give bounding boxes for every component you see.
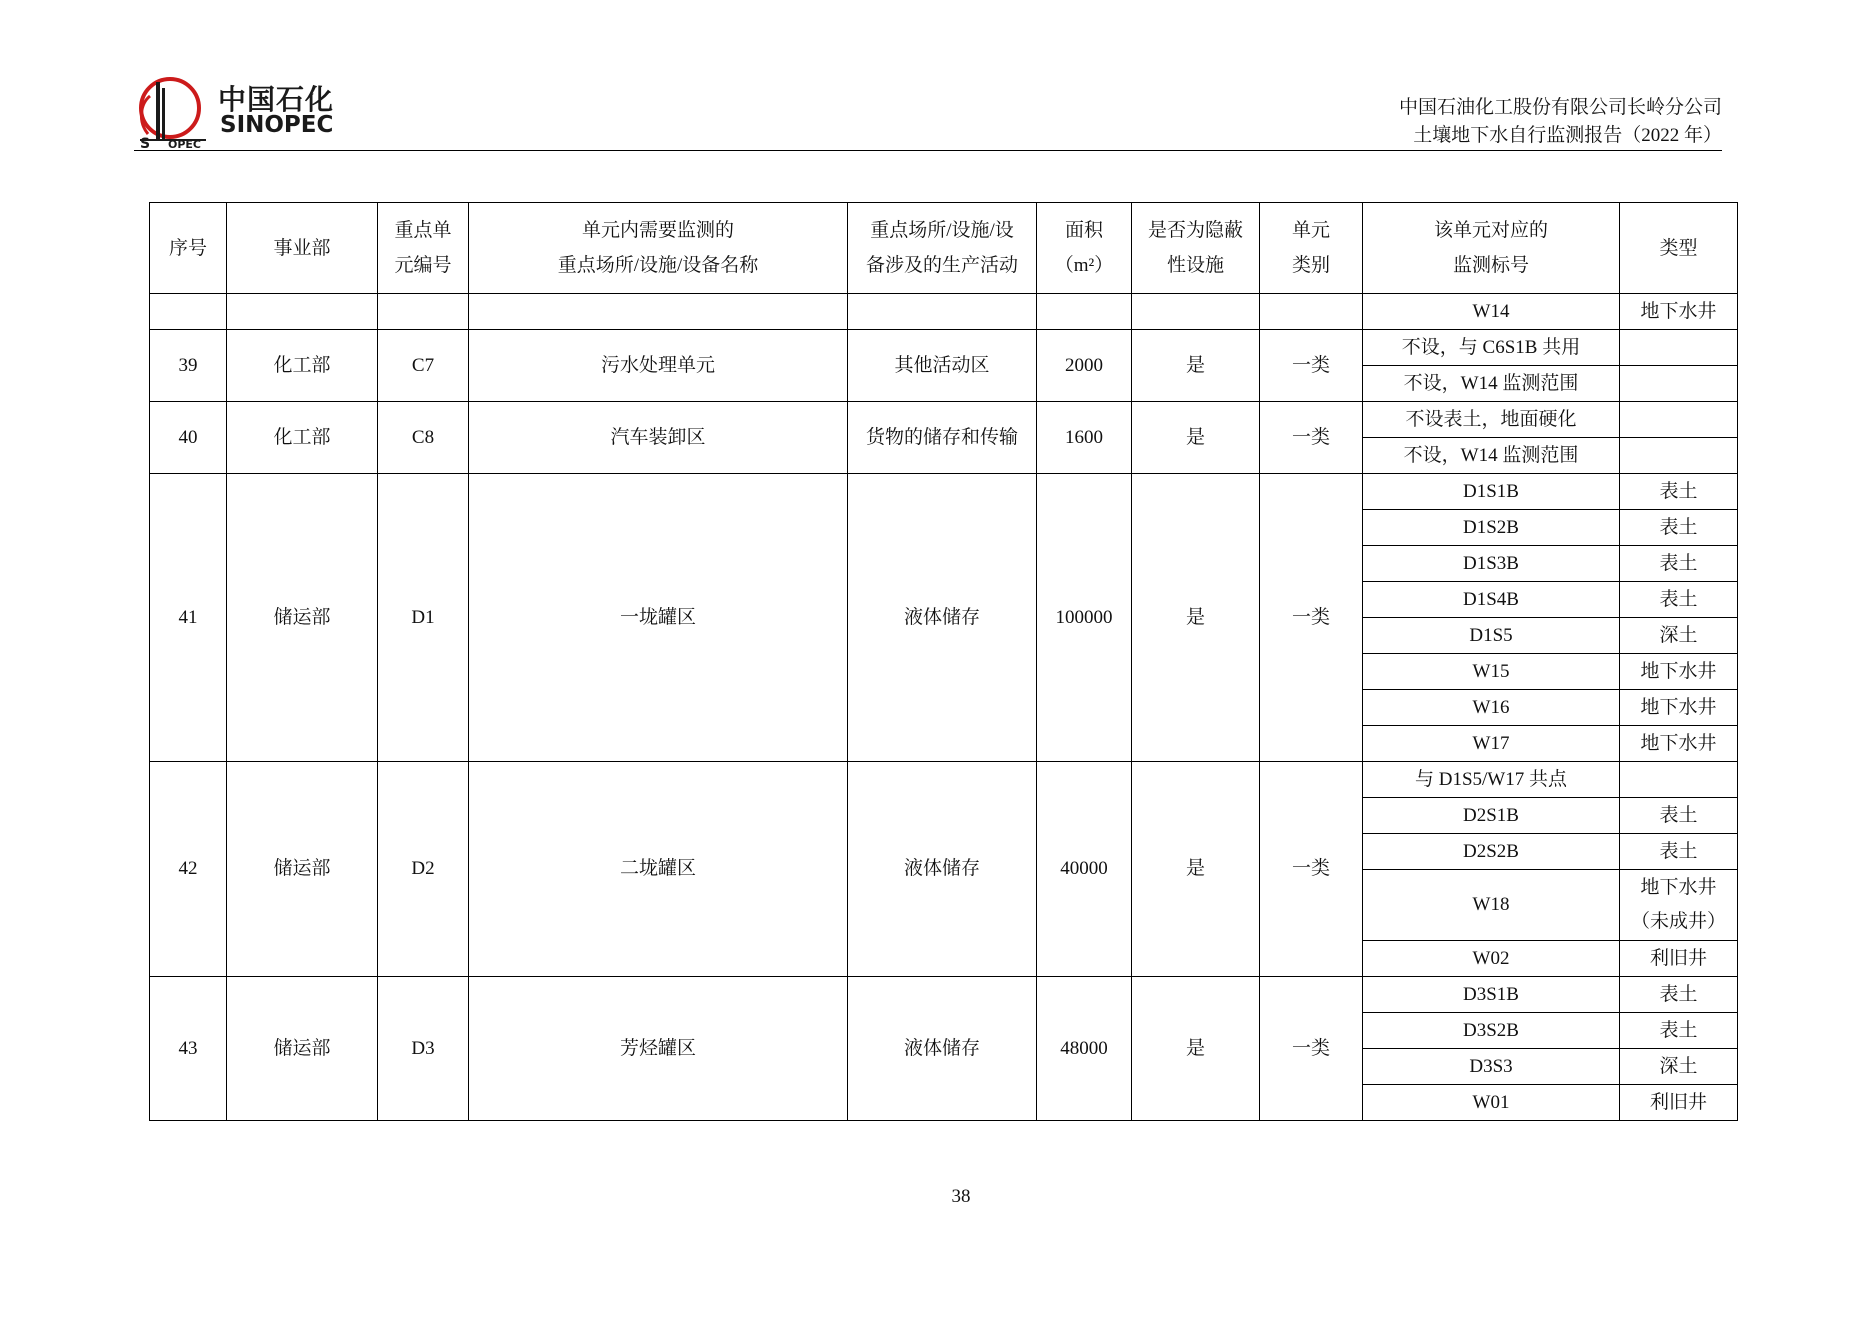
- monitoring-type: 地下水井: [1620, 654, 1738, 690]
- monitoring-type: [1620, 402, 1738, 438]
- row-unit: D1: [378, 474, 469, 762]
- row-category: 一类: [1260, 402, 1363, 474]
- row-name: 污水处理单元: [469, 330, 848, 402]
- col-header-name: 单元内需要监测的 重点场所/设施/设备名称: [469, 203, 848, 294]
- monitoring-type: [1620, 330, 1738, 366]
- row-no: 43: [150, 977, 227, 1121]
- row-dept: 储运部: [227, 474, 378, 762]
- monitoring-type: 表土: [1620, 798, 1738, 834]
- col-header-activity: 重点场所/设施/设 备涉及的生产活动: [848, 203, 1037, 294]
- svg-text:OPEC: OPEC: [168, 138, 201, 150]
- monitoring-code: D3S1B: [1363, 977, 1620, 1013]
- monitoring-code: 不设，W14 监测范围: [1363, 438, 1620, 474]
- row-unit: C7: [378, 330, 469, 402]
- table-header-row: [150, 203, 1738, 294]
- monitoring-code: W02: [1363, 941, 1620, 977]
- monitoring-code: W01: [1363, 1085, 1620, 1121]
- monitoring-code: 不设，W14 监测范围: [1363, 366, 1620, 402]
- row-category: 一类: [1260, 474, 1363, 762]
- row-category: 一类: [1260, 762, 1363, 977]
- monitoring-code: W16: [1363, 690, 1620, 726]
- monitoring-type: 深土: [1620, 618, 1738, 654]
- row-category: 一类: [1260, 330, 1363, 402]
- row-unit: C8: [378, 402, 469, 474]
- row-dept: 化工部: [227, 330, 378, 402]
- monitoring-code: W17: [1363, 726, 1620, 762]
- logo-chinese-text: 中国石化: [218, 83, 335, 116]
- row-area: 2000: [1037, 330, 1132, 402]
- monitoring-type: [1620, 366, 1738, 402]
- monitoring-type: 表土: [1620, 474, 1738, 510]
- monitoring-type: [1620, 438, 1738, 474]
- table-row: [150, 294, 1738, 330]
- table-row: [150, 474, 1738, 510]
- row-hidden: 是: [1132, 330, 1260, 402]
- monitoring-type: 地下水井 （未成井）: [1620, 870, 1738, 941]
- row-no: 42: [150, 762, 227, 977]
- row-unit: D2: [378, 762, 469, 977]
- report-header: [1399, 94, 1722, 150]
- monitoring-code: D1S1B: [1363, 474, 1620, 510]
- header-divider: [134, 150, 1722, 151]
- monitoring-type: 地下水井: [1620, 294, 1738, 330]
- monitoring-type: 利旧井: [1620, 1085, 1738, 1121]
- row-no: 39: [150, 330, 227, 402]
- col-header-no: 序号: [150, 203, 227, 294]
- table-row: [150, 330, 1738, 366]
- row-activity: 液体储存: [848, 977, 1037, 1121]
- row-no: 41: [150, 474, 227, 762]
- row-hidden: 是: [1132, 474, 1260, 762]
- monitoring-type: 表土: [1620, 510, 1738, 546]
- company-name: 中国石油化工股份有限公司长岭分公司: [1398, 97, 1722, 118]
- monitoring-units-table: [149, 202, 1738, 1121]
- monitoring-code: D1S5: [1363, 618, 1620, 654]
- monitoring-code: D1S3B: [1363, 546, 1620, 582]
- row-name: 二垅罐区: [469, 762, 848, 977]
- monitoring-type: 表土: [1620, 582, 1738, 618]
- row-dept: 储运部: [227, 762, 378, 977]
- row-name: 芳烃罐区: [469, 977, 848, 1121]
- monitoring-type: 表土: [1620, 977, 1738, 1013]
- table-row: [150, 402, 1738, 438]
- monitoring-code: 不设表土，地面硬化: [1363, 402, 1620, 438]
- monitoring-code: W18: [1363, 870, 1620, 941]
- row-category: 一类: [1260, 977, 1363, 1121]
- row-hidden: 是: [1132, 977, 1260, 1121]
- row-area: 40000: [1037, 762, 1132, 977]
- monitoring-code: D3S3: [1363, 1049, 1620, 1085]
- row-name: 汽车装卸区: [469, 402, 848, 474]
- monitoring-code: D1S4B: [1363, 582, 1620, 618]
- col-header-dept: 事业部: [227, 203, 378, 294]
- monitoring-code: W14: [1363, 294, 1620, 330]
- table-row: [150, 977, 1738, 1013]
- monitoring-type: 表土: [1620, 546, 1738, 582]
- report-title: 土壤地下水自行监测报告（2022 年）: [1413, 125, 1722, 146]
- col-header-category: 单元 类别: [1260, 203, 1363, 294]
- row-activity: 货物的储存和传输: [848, 402, 1037, 474]
- logo-english-text: SINOPEC: [220, 112, 334, 138]
- monitoring-type: 地下水井: [1620, 690, 1738, 726]
- sinopec-logo: [134, 74, 354, 150]
- row-hidden: 是: [1132, 762, 1260, 977]
- monitoring-type: 地下水井: [1620, 726, 1738, 762]
- monitoring-code: D2S2B: [1363, 834, 1620, 870]
- row-dept: 储运部: [227, 977, 378, 1121]
- row-dept: 化工部: [227, 402, 378, 474]
- row-activity: 液体储存: [848, 474, 1037, 762]
- monitoring-code: D1S2B: [1363, 510, 1620, 546]
- monitoring-code: 与 D1S5/W17 共点: [1363, 762, 1620, 798]
- monitoring-type: 表土: [1620, 1013, 1738, 1049]
- row-no: 40: [150, 402, 227, 474]
- page-number: 38: [951, 1186, 971, 1207]
- col-header-hidden: 是否为隐蔽 性设施: [1132, 203, 1260, 294]
- row-area: 1600: [1037, 402, 1132, 474]
- col-header-area: 面积 （m²）: [1037, 203, 1132, 294]
- monitoring-code: D3S2B: [1363, 1013, 1620, 1049]
- col-header-type: 类型: [1620, 203, 1738, 294]
- monitoring-code: 不设，与 C6S1B 共用: [1363, 330, 1620, 366]
- row-area: 48000: [1037, 977, 1132, 1121]
- monitoring-type: 表土: [1620, 834, 1738, 870]
- svg-text:S: S: [140, 136, 151, 150]
- row-unit: D3: [378, 977, 469, 1121]
- row-area: 100000: [1037, 474, 1132, 762]
- monitoring-type: 利旧井: [1620, 941, 1738, 977]
- monitoring-type: 深土: [1620, 1049, 1738, 1085]
- row-hidden: 是: [1132, 402, 1260, 474]
- row-activity: 液体储存: [848, 762, 1037, 977]
- table-row: [150, 762, 1738, 798]
- row-name: 一垅罐区: [469, 474, 848, 762]
- sinopec-emblem-icon: [134, 74, 210, 150]
- col-header-code: 该单元对应的 监测标号: [1363, 203, 1620, 294]
- row-activity: 其他活动区: [848, 330, 1037, 402]
- col-header-unit: 重点单 元编号: [378, 203, 469, 294]
- monitoring-code: D2S1B: [1363, 798, 1620, 834]
- monitoring-type: [1620, 762, 1738, 798]
- monitoring-code: W15: [1363, 654, 1620, 690]
